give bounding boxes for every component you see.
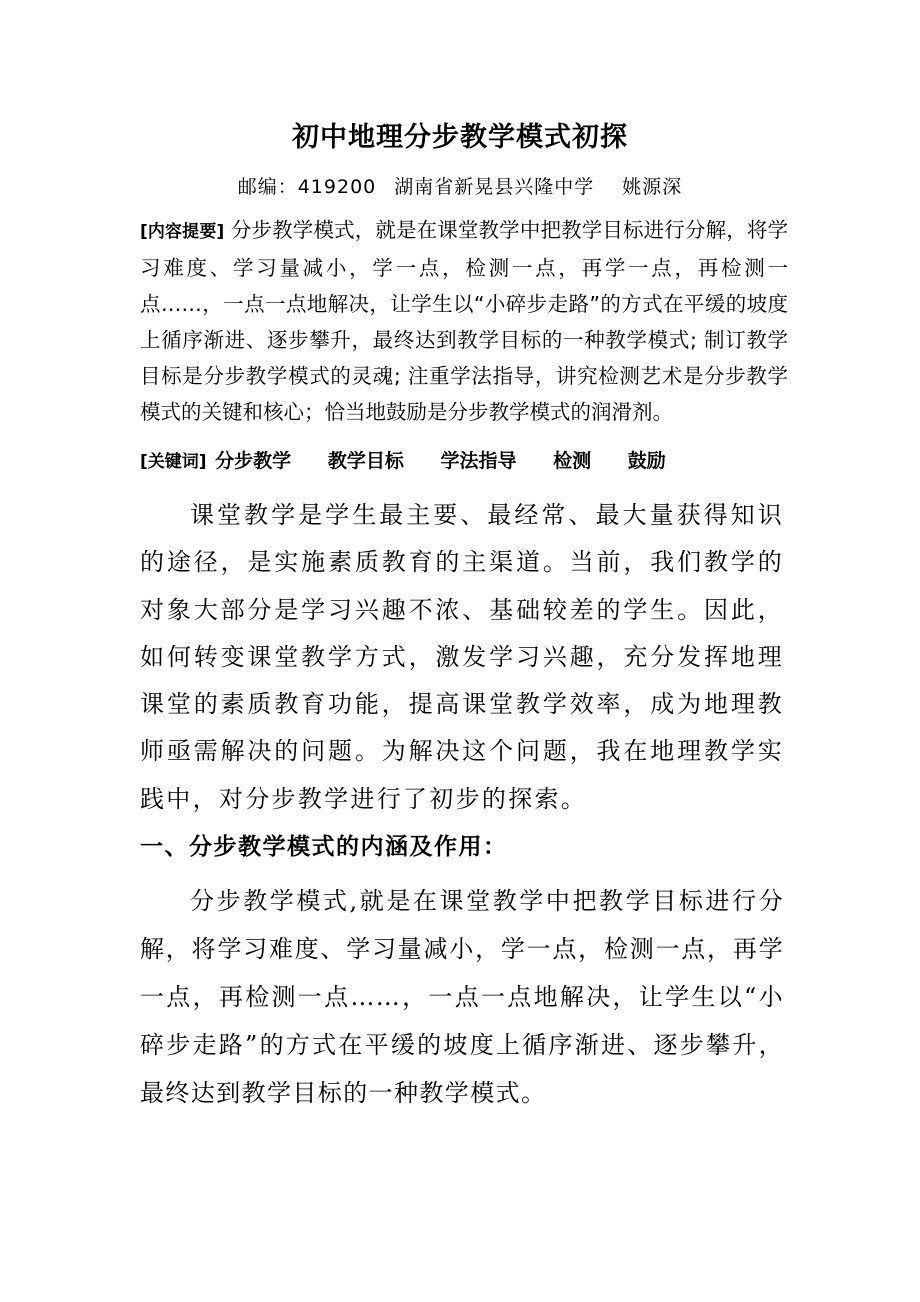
abstract-label: [内容提要] (140, 222, 225, 242)
keyword: 教学目标 (327, 450, 404, 472)
keyword: 学法指导 (440, 450, 517, 472)
school-name: 湖南省新晃县兴隆中学 (394, 176, 595, 198)
document-title: 初中地理分步教学模式初探 (292, 122, 628, 153)
intro-paragraph: 课堂教学是学生最主要、最经常、最大量获得知识的途径，是实施素质教育的主渠道。当前，我们教学的对象大部分是学习兴趣不浓、基础较差的学生。因此，如何转变课堂教学方式，激发学习兴趣，充分发挥地理课堂的素质教育功能，提高课堂教学效率，成为地理教师亟需解决的问题。为解决这个问题，我在地理教学实践中，对分步教学进行了初步的探索。 (140, 501, 784, 813)
abstract-text: 分步教学模式，就是在课堂教学中把教学目标进行分解，将学习难度、学习量减小，学一点，检测一点，再学一点，再检测一点……，一点一点地解决，让学生以“小碎步走路”的方式在平缓的坡度上循序渐进、逐步攀升，最终达到教学目标的一种教学模式; 制订教学目标是分步教学模式的灵魂; 注重学法指导，讲究检测艺术是分步教学模式的关键和核心；恰当地鼓励是分步教学模式的润滑剂。 (140, 218, 788, 424)
keyword: 检测 (553, 450, 592, 472)
author-name: 姚源深 (622, 176, 683, 198)
keyword: 分步教学 (215, 450, 292, 472)
keywords-label: [关键词] (140, 452, 207, 472)
byline (0, 172, 920, 199)
keywords-line (140, 446, 780, 473)
section-paragraph: 分步教学模式,就是在课堂教学中把教学目标进行分解，将学习难度、学习量减小，学一点，检测一点，再学一点，再检测一点……，一点一点地解决，让学生以“小碎步走路”的方式在平缓的坡度上循序渐进、逐步攀升，最终达到教学目标的一种教学模式。 (140, 887, 784, 1107)
abstract (140, 212, 788, 430)
section-heading: 一、分步教学模式的内涵及作用： (140, 834, 508, 860)
postcode: 邮编：419200 (237, 176, 377, 198)
keyword: 鼓励 (627, 450, 666, 472)
